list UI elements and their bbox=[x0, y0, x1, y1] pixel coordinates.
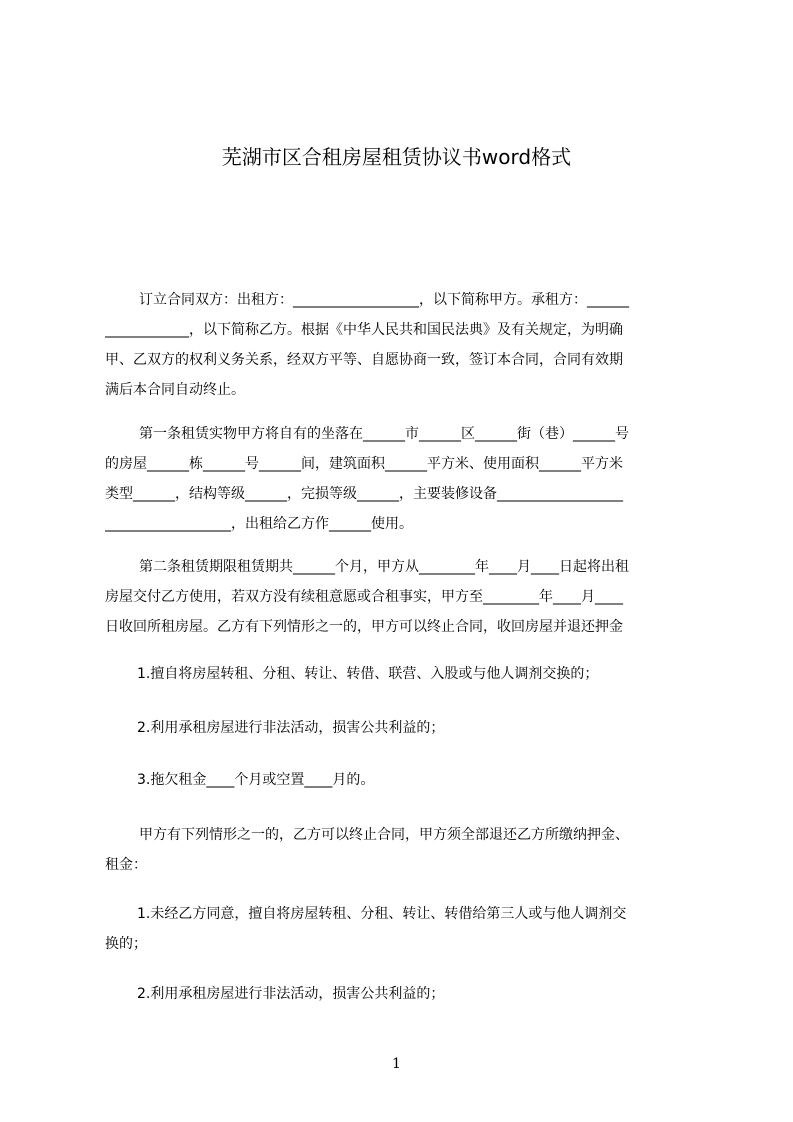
list-item bbox=[105, 659, 705, 689]
text-line: 甲、乙双方的权利义务关系，经双方平等、自愿协商一致，签订本合同，合同有效期 bbox=[105, 352, 623, 368]
list-item bbox=[105, 765, 705, 795]
text-line: 第二条租赁期限租赁期共______个月，甲方从________年____月____日起将出租 bbox=[139, 559, 629, 575]
list-item bbox=[105, 899, 705, 959]
text-line: 租金： bbox=[105, 857, 147, 873]
page-number: 1 bbox=[392, 1056, 401, 1072]
text-line: 房屋交付乙方使用，若双方没有续租意愿或合租事实，甲方至________年____月____ bbox=[105, 589, 623, 605]
text-line: 甲方有下列情形之一的，乙方可以终止合同，甲方须全部退还乙方所缴纳押金、 bbox=[139, 827, 629, 843]
document-title: 芜湖市区合租房屋租赁协议书word格式 bbox=[221, 145, 572, 169]
text-line: 第一条租赁实物甲方将自有的坐落在______市______区______街（巷）______号 bbox=[139, 426, 629, 442]
text-line: 1.未经乙方同意，擅自将房屋转租、分租、转让、转借给第三人或与他人调剂交 bbox=[137, 906, 627, 922]
text-line: 3.拖欠租金____个月或空置____月的。 bbox=[137, 772, 375, 788]
text-line: __________________，出租给乙方作______使用。 bbox=[105, 516, 413, 532]
paragraph-parties bbox=[105, 285, 705, 405]
text-line: 的房屋______栋______号______间，建筑面积______平方米、使用面积______平方米 bbox=[105, 456, 623, 472]
paragraph-article-2 bbox=[105, 552, 705, 642]
text-line: 1.擅自将房屋转租、分租、转让、转借、联营、入股或与他人调剂交换的； bbox=[137, 666, 599, 682]
paragraph-article-1 bbox=[105, 419, 705, 539]
text-line: 2.利用承租房屋进行非法活动，损害公共利益的； bbox=[137, 986, 445, 1002]
text-line: 换的； bbox=[105, 936, 147, 952]
text-line: 日收回所租房屋。乙方有下列情形之一的，甲方可以终止合同，收回房屋并退还押金 bbox=[105, 619, 623, 635]
list-item bbox=[105, 713, 705, 743]
paragraph-landlord-terms bbox=[105, 820, 705, 880]
text-line: 类型______，结构等级______，完损等级______，主要装修设备__________________ bbox=[105, 486, 623, 502]
text-line: 订立合同双方：出租方：__________________，以下简称甲方。承租方：______ bbox=[139, 292, 629, 308]
text-line: 满后本合同自动终止。 bbox=[105, 382, 245, 398]
text-line: 2.利用承租房屋进行非法活动，损害公共利益的； bbox=[137, 720, 445, 736]
text-line: ____________，以下简称乙方。根据《中华人民共和国民法典》及有关规定，为明确 bbox=[105, 322, 623, 338]
list-item bbox=[105, 979, 705, 1009]
